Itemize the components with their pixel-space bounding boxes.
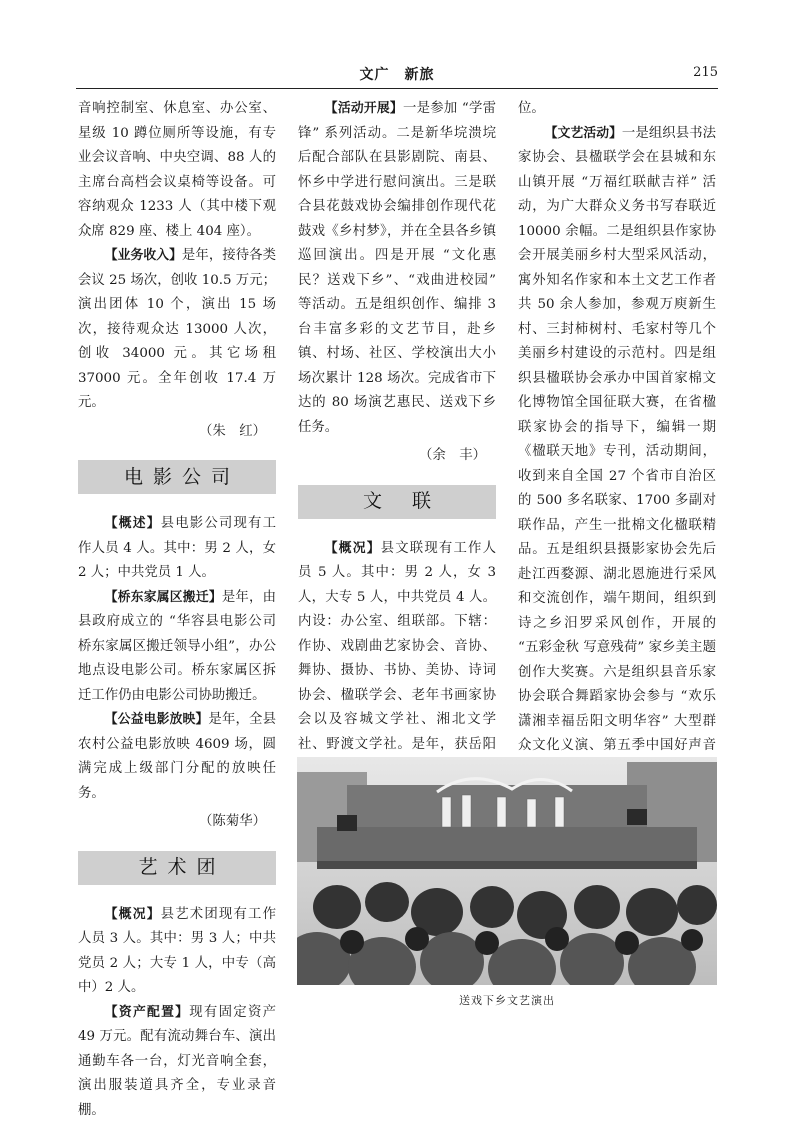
paragraph-text: 是年，接待各类会议 25 场次，创收 10.5 万元；演出团体 10 个，演出 15 场次，接待观众达 13000 人次，创收 34000 元。其它场租 37000 元。全年创收 17.4 万元。 (78, 248, 276, 410)
keyword: 【概况】 (325, 541, 381, 556)
column-3 (518, 97, 716, 832)
paragraph-text: 是年，全县农村公益电影放映 4609 场，圆满完成上级部门分配的放映任务。 (78, 712, 276, 801)
column-2 (298, 97, 496, 831)
header-title: 文广 新旅 (76, 64, 718, 84)
paragraph (78, 244, 276, 416)
paragraph (78, 1001, 276, 1123)
paragraph (298, 97, 496, 440)
running-header (76, 62, 718, 89)
author: （余 丰） (298, 444, 496, 469)
keyword: 【业务收入】 (105, 248, 182, 263)
paragraph-text: 一是参加 “学雷锋” 系列活动。二是新华垸溃垸后配合部队在县影剧院、南县、怀乡中学进行慰问演出。三是联合县花鼓戏协会编排创作现代花鼓戏《乡村梦》，并在全县各乡镇巡回演出。四是开展 “文化惠民？送戏下乡”、“戏曲进校园” 等活动。五是组织创作、编排 3 台丰富多彩的文艺节目，赴乡镇、村场、社区、学校演出大小场次累计 128 场次。完成省市下达的 80 场演艺惠民、送戏下乡任务。 (298, 101, 496, 435)
keyword: 【活动开展】 (325, 101, 403, 116)
paragraph-text: 县艺术团现有工作人员 3 人。其中：男 3 人；中共党员 2 人；大专 1 人，中专（高中）2 人。 (78, 907, 276, 996)
section-heading-literary-federation: 文联 (298, 485, 496, 519)
section-heading-film-company: 电影公司 (78, 460, 276, 494)
keyword: 【文艺活动】 (545, 126, 622, 141)
paragraph-text: 一是组织县书法家协会、县楹联学会在县城和东山镇开展 “万福红联献吉祥” 活动，为广大群众义务书写春联近 10000 余幅。二是组织县作家协会开展美丽乡村大型采风活动，寓外知名作家和本土文艺工作者共 50 余人参加，参观万庾新生村、三封柿树村、毛家村等几个美丽乡村建设的示范村。四是组织县楹联协会承办中国首家棉文化博物馆全国征联大赛，在省楹联家协会的指导下，编辑一期《楹联天地》专刊，活动期间，收到来自全国 27 个省市自治区的 500 多名联家、1700 多副对联作品，产生一批棉文化楹联精品。五是组织县摄影家协会先后赴江西婺源、湖北恩施进行采风和交流创作，端午期间，组织到诗之乡汨罗采风创作，开展的 “五彩金秋 写意残荷” 家乡美主题创作大奖赛。六是组织县音乐家协会联合舞蹈家协会参与 “欢乐潇湘幸福岳阳文明华容” 大型群众文化义演、第五季中国好声音 (518, 126, 716, 827)
paragraph (78, 903, 276, 1001)
keyword: 【公益电影放映】 (105, 712, 209, 727)
page-number: 215 (693, 65, 718, 80)
paragraph-text: 现有固定资产 49 万元。配有流动舞台车、演出通勤车各一台，灯光音响全套，演出服装道具齐全，专业录音棚。 (78, 1005, 276, 1118)
column-1 (78, 97, 276, 1123)
paragraph (518, 122, 716, 833)
paragraph-text: 县文联现有工作人员 5 人。其中：男 2 人，女 3 人，大专 5 人，中共党员 4 人。内设：办公室、组联部。下辖：作协、戏剧曲艺家协会、音协、舞协、摄协、书协、美协、诗词协会、楹联学会、老年书画家协会以及容城文学社、湘北文学社、野渡文学社。是年，获岳阳 (298, 541, 496, 826)
paragraph: 音响控制室、休息室、办公室、星级 10 蹲位厕所等设施，有专业会议音响、中央空调、88 人的主席台高档会议桌椅等设备。可容纳观众 1233 人（其中楼下观众席 829 座、楼上 404 座）。 (78, 97, 276, 244)
author: （陈菊华） (78, 810, 276, 835)
paragraph (78, 512, 276, 586)
paragraph-text: 县电影公司现有工作人员 4 人。其中：男 2 人，女 2 人；中共党员 1 人。 (78, 516, 276, 580)
paragraph-text: 是年，由县政府成立的 “华容县电影公司桥东家属区搬迁领导小组”，办公地点设电影公司。桥东家属区拆迁工作仍由电影公司协助搬迁。 (78, 590, 276, 703)
author: （朱 红） (78, 420, 276, 445)
paragraph (78, 708, 276, 806)
paragraph: 位。 (518, 97, 716, 122)
keyword: 【概况】 (105, 907, 161, 922)
paragraph (78, 586, 276, 709)
performance-photo (297, 757, 717, 985)
keyword: 【资产配置】 (105, 1005, 189, 1020)
section-heading-art-troupe: 艺术团 (78, 851, 276, 885)
photo-caption: 送戏下乡文艺演出 (297, 992, 717, 1008)
keyword: 【桥东家属区搬迁】 (105, 590, 222, 605)
keyword: 【概述】 (105, 516, 161, 531)
performance-photo-illustration (297, 757, 717, 985)
